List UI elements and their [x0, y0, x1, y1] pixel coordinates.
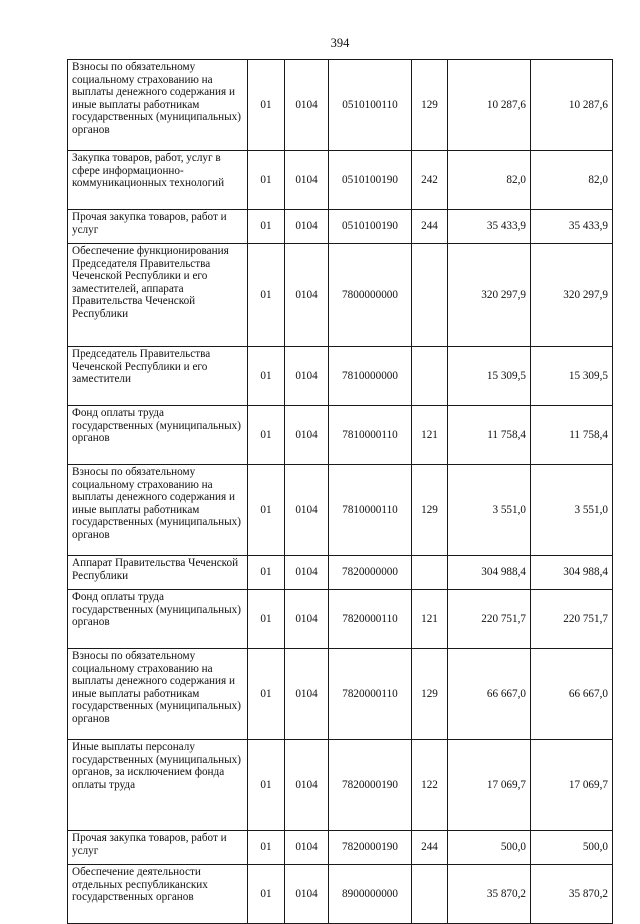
subsection-code-cell: 0104 [285, 831, 329, 865]
subsection-code-cell: 0104 [285, 740, 329, 831]
table-row [68, 831, 613, 865]
amount-cell-1: 17 069,7 [448, 740, 531, 831]
row-name-cell: Обеспечение функционирования Председателя Правительства Чеченской Республики и его заместителей, аппарата Правительства Чеченской Республики [68, 244, 248, 347]
amount-cell-1: 304 988,4 [448, 556, 531, 590]
subsection-code-cell: 0104 [285, 865, 329, 924]
expense-type-cell: 129 [412, 465, 448, 556]
amount-cell-1: 35 433,9 [448, 210, 531, 244]
target-article-cell: 8900000000 [329, 865, 412, 924]
expense-type-cell: 244 [412, 831, 448, 865]
amount-cell-2: 220 751,7 [531, 590, 613, 649]
subsection-code-cell: 0104 [285, 244, 329, 347]
row-name-cell: Аппарат Правительства Чеченской Республики [68, 556, 248, 590]
table-row [68, 406, 613, 465]
target-article-cell: 7820000110 [329, 649, 412, 740]
table-row [68, 60, 613, 151]
amount-cell-2: 11 758,4 [531, 406, 613, 465]
target-article-cell: 0510100190 [329, 151, 412, 210]
section-code-cell: 01 [248, 740, 285, 831]
row-name-cell: Взносы по обязательному социальному страхованию на выплаты денежного содержания и иные выплаты работникам государственных (муниципальных) органов [68, 465, 248, 556]
subsection-code-cell: 0104 [285, 210, 329, 244]
amount-cell-2: 304 988,4 [531, 556, 613, 590]
table-row [68, 347, 613, 406]
expense-type-cell [412, 865, 448, 924]
expense-type-cell [412, 556, 448, 590]
expense-type-cell: 122 [412, 740, 448, 831]
amount-cell-1: 15 309,5 [448, 347, 531, 406]
subsection-code-cell: 0104 [285, 649, 329, 740]
table-body [68, 60, 613, 924]
amount-cell-2: 35 433,9 [531, 210, 613, 244]
section-code-cell: 01 [248, 210, 285, 244]
section-code-cell: 01 [248, 831, 285, 865]
amount-cell-2: 320 297,9 [531, 244, 613, 347]
table-row [68, 740, 613, 831]
subsection-code-cell: 0104 [285, 347, 329, 406]
amount-cell-2: 10 287,6 [531, 60, 613, 151]
expense-type-cell: 121 [412, 590, 448, 649]
section-code-cell: 01 [248, 60, 285, 151]
amount-cell-1: 320 297,9 [448, 244, 531, 347]
table-row [68, 151, 613, 210]
subsection-code-cell: 0104 [285, 151, 329, 210]
subsection-code-cell: 0104 [285, 465, 329, 556]
section-code-cell: 01 [248, 244, 285, 347]
target-article-cell: 7820000000 [329, 556, 412, 590]
row-name-cell: Прочая закупка товаров, работ и услуг [68, 210, 248, 244]
amount-cell-1: 82,0 [448, 151, 531, 210]
section-code-cell: 01 [248, 590, 285, 649]
target-article-cell: 7810000000 [329, 347, 412, 406]
target-article-cell: 0510100110 [329, 60, 412, 151]
table-row [68, 590, 613, 649]
amount-cell-1: 10 287,6 [448, 60, 531, 151]
expense-type-cell [412, 347, 448, 406]
table-row [68, 244, 613, 347]
budget-table [67, 59, 613, 924]
section-code-cell: 01 [248, 406, 285, 465]
amount-cell-2: 66 667,0 [531, 649, 613, 740]
table-row [68, 865, 613, 924]
amount-cell-2: 35 870,2 [531, 865, 613, 924]
expense-type-cell: 129 [412, 60, 448, 151]
section-code-cell: 01 [248, 151, 285, 210]
section-code-cell: 01 [248, 556, 285, 590]
target-article-cell: 7820000190 [329, 831, 412, 865]
amount-cell-2: 3 551,0 [531, 465, 613, 556]
table-row [68, 649, 613, 740]
target-article-cell: 7810000110 [329, 465, 412, 556]
amount-cell-1: 66 667,0 [448, 649, 531, 740]
row-name-cell: Фонд оплаты труда государственных (муниципальных) органов [68, 590, 248, 649]
row-name-cell: Обеспечение деятельности отдельных республиканских государственных органов [68, 865, 248, 924]
amount-cell-1: 11 758,4 [448, 406, 531, 465]
row-name-cell: Иные выплаты персоналу государственных (муниципальных) органов, за исключением фонда оплаты труда [68, 740, 248, 831]
table-row [68, 465, 613, 556]
target-article-cell: 7800000000 [329, 244, 412, 347]
amount-cell-2: 17 069,7 [531, 740, 613, 831]
amount-cell-1: 500,0 [448, 831, 531, 865]
target-article-cell: 7810000110 [329, 406, 412, 465]
expense-type-cell: 129 [412, 649, 448, 740]
amount-cell-1: 35 870,2 [448, 865, 531, 924]
section-code-cell: 01 [248, 347, 285, 406]
row-name-cell: Взносы по обязательному социальному страхованию на выплаты денежного содержания и иные выплаты работникам государственных (муниципальных) органов [68, 649, 248, 740]
target-article-cell: 7820000190 [329, 740, 412, 831]
expense-type-cell: 121 [412, 406, 448, 465]
amount-cell-2: 82,0 [531, 151, 613, 210]
row-name-cell: Председатель Правительства Чеченской Республики и его заместители [68, 347, 248, 406]
amount-cell-2: 500,0 [531, 831, 613, 865]
row-name-cell: Прочая закупка товаров, работ и услуг [68, 831, 248, 865]
row-name-cell: Закупка товаров, работ, услуг в сфере информационно-коммуникационных технологий [68, 151, 248, 210]
subsection-code-cell: 0104 [285, 406, 329, 465]
row-name-cell: Взносы по обязательному социальному страхованию на выплаты денежного содержания и иные выплаты работникам государственных (муниципальных) органов [68, 60, 248, 151]
expense-type-cell: 244 [412, 210, 448, 244]
section-code-cell: 01 [248, 465, 285, 556]
table-row [68, 556, 613, 590]
amount-cell-2: 15 309,5 [531, 347, 613, 406]
page-number: 394 [330, 36, 350, 50]
table-row [68, 210, 613, 244]
section-code-cell: 01 [248, 649, 285, 740]
subsection-code-cell: 0104 [285, 556, 329, 590]
amount-cell-1: 220 751,7 [448, 590, 531, 649]
subsection-code-cell: 0104 [285, 590, 329, 649]
expense-type-cell: 242 [412, 151, 448, 210]
expense-type-cell [412, 244, 448, 347]
target-article-cell: 0510100190 [329, 210, 412, 244]
section-code-cell: 01 [248, 865, 285, 924]
row-name-cell: Фонд оплаты труда государственных (муниципальных) органов [68, 406, 248, 465]
target-article-cell: 7820000110 [329, 590, 412, 649]
subsection-code-cell: 0104 [285, 60, 329, 151]
amount-cell-1: 3 551,0 [448, 465, 531, 556]
